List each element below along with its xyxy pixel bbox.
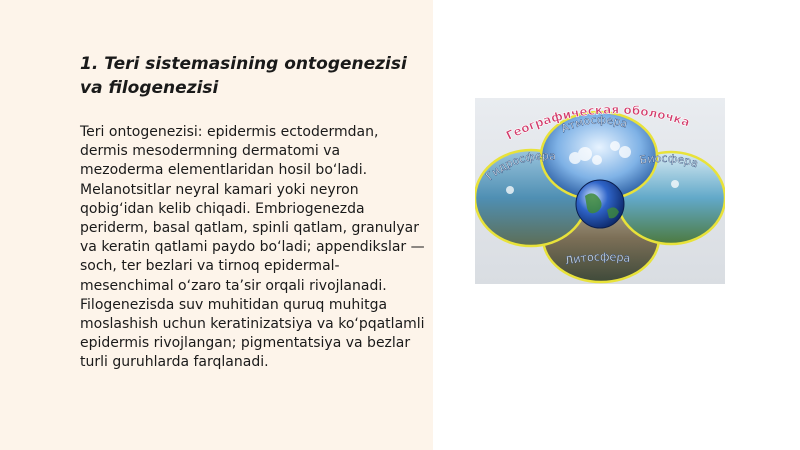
hydrosphere-label: Гидросфера bbox=[483, 149, 557, 184]
lithosphere-label: Литосфера bbox=[563, 250, 632, 268]
geosphere-illustration bbox=[475, 98, 725, 284]
slide-body-text: Teri ontogenezisi: epidermis ectodermdan, dermis mesodermning dermatomi va mezoderma elementlaridan hosil bo‘ladi. Melanotsitlar neyral kamari yoki neyron qobig‘idan kelib chiqadi. Embriogenezda periderm, basal qatlam, spinli qatlam, granulyar va keratin qatlami paydo bo‘ladi; appendikslar — soch, ter bezlari va tirnoq epidermal-mesenchimal o‘zaro ta’sir orqali rivojlanadi. Filogenezisda suv muhitidan quruq muhitga moslashish uchun keratinizatsiya va ko‘pqatlamli epidermis rivojlangan; pigmentatsiya va bezlar turli guruhlarda farqlanadi. bbox=[80, 124, 425, 371]
slide-title: 1. Teri sistemasining ontogenezisi va filogenezisi bbox=[80, 54, 407, 98]
geosphere-figure bbox=[475, 98, 725, 284]
figure-top-label: Географическая оболочка bbox=[503, 102, 692, 143]
biosphere-label: Биосфера bbox=[638, 151, 700, 171]
atmosphere-label: Атмосфера bbox=[559, 113, 630, 136]
